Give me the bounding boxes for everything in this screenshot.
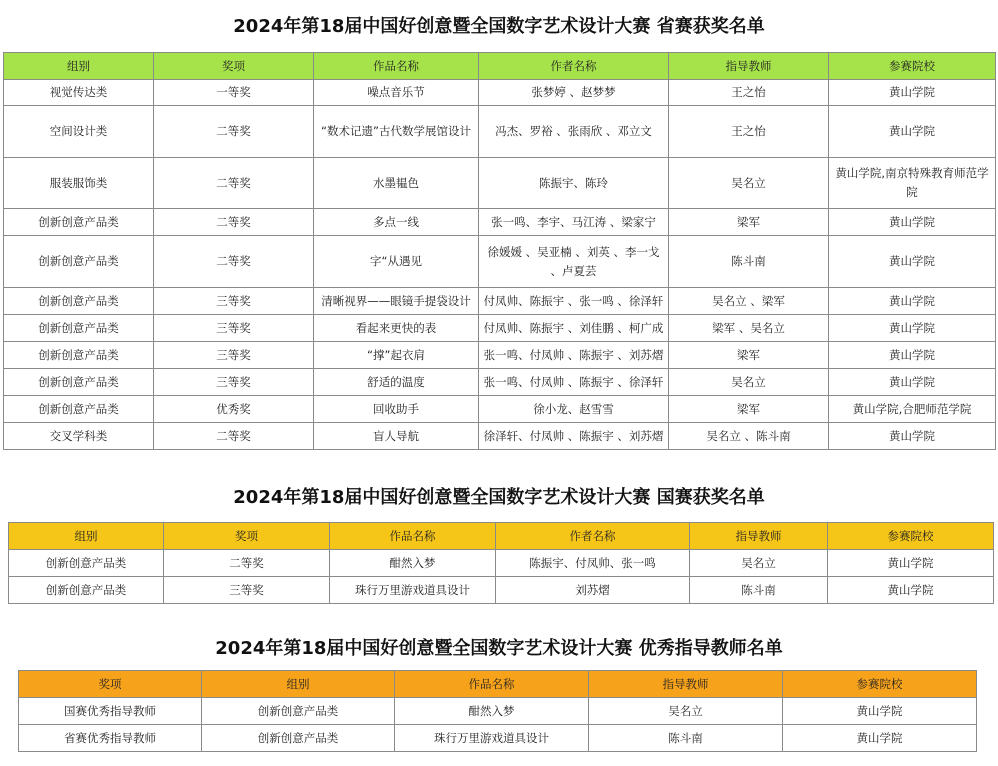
cell-school: 黄山学院,合肥师范学院 (829, 396, 996, 423)
cell-award: 三等奖 (154, 369, 314, 396)
cell-authors: 徐泽轩、付凤帅 、陈振宇 、刘苏熠 (479, 423, 669, 450)
table-row (19, 698, 977, 725)
cell-authors: 张梦婷 、赵梦梦 (479, 80, 669, 106)
column-header-school: 参赛院校 (783, 671, 977, 698)
cell-authors: 徐媛媛 、吴亚楠 、刘英 、李一戈 、卢夏芸 (479, 236, 669, 288)
cell-award: 一等奖 (154, 80, 314, 106)
cell-group: 创新创意产品类 (202, 698, 395, 725)
cell-advisor: 吴名立 (589, 698, 783, 725)
column-header-advisor: 指导教师 (669, 53, 829, 80)
cell-work: “撑”起衣肩 (314, 342, 479, 369)
cell-advisor: 梁军 、吴名立 (669, 315, 829, 342)
cell-award: 二等奖 (154, 236, 314, 288)
column-header-award: 奖项 (19, 671, 202, 698)
cell-advisor: 吴名立 、梁军 (669, 288, 829, 315)
section1-title: 2024年第18届中国好创意暨全国数字艺术设计大赛 省赛获奖名单 (233, 16, 765, 37)
cell-school: 黄山学院 (829, 423, 996, 450)
cell-group: 创新创意产品类 (4, 396, 154, 423)
cell-advisor: 吴名立 、陈斗南 (669, 423, 829, 450)
cell-school: 黄山学院 (829, 315, 996, 342)
column-header-school: 参赛院校 (828, 523, 994, 550)
cell-school: 黄山学院 (828, 550, 994, 577)
cell-work: 清晰视界——眼镜手提袋设计 (314, 288, 479, 315)
table-row (4, 396, 996, 423)
cell-advisor: 梁军 (669, 396, 829, 423)
provincial-awards-table (3, 52, 996, 450)
cell-authors: 刘苏熠 (496, 577, 690, 604)
cell-group: 服装服饰类 (4, 158, 154, 209)
header-row (9, 523, 994, 550)
cell-advisor: 吴名立 (690, 550, 828, 577)
cell-work: 字“从遇见 (314, 236, 479, 288)
table-row (9, 577, 994, 604)
cell-school: 黄山学院 (829, 288, 996, 315)
column-header-group: 组别 (9, 523, 164, 550)
column-header-authors: 作者名称 (479, 53, 669, 80)
cell-school: 黄山学院 (828, 577, 994, 604)
cell-school: 黄山学院 (829, 106, 996, 158)
cell-award: 国赛优秀指导教师 (19, 698, 202, 725)
cell-group: 创新创意产品类 (4, 369, 154, 396)
column-header-award: 奖项 (154, 53, 314, 80)
table-row (4, 106, 996, 158)
cell-group: 创新创意产品类 (4, 288, 154, 315)
cell-group: 创新创意产品类 (4, 315, 154, 342)
cell-advisor: 陈斗南 (669, 236, 829, 288)
cell-advisor: 王之怡 (669, 80, 829, 106)
column-header-work: 作品名称 (314, 53, 479, 80)
cell-award: 二等奖 (154, 106, 314, 158)
cell-authors: 付凤帅、陈振宇 、张一鸣 、徐泽轩 (479, 288, 669, 315)
cell-group: 视觉传达类 (4, 80, 154, 106)
cell-work: 盲人导航 (314, 423, 479, 450)
cell-award: 三等奖 (154, 315, 314, 342)
cell-award: 二等奖 (164, 550, 330, 577)
cell-school: 黄山学院 (829, 236, 996, 288)
cell-award: 二等奖 (154, 423, 314, 450)
table-row (4, 369, 996, 396)
table-row (4, 423, 996, 450)
header-row (4, 53, 996, 80)
cell-school: 黄山学院 (829, 209, 996, 236)
cell-award: 三等奖 (164, 577, 330, 604)
cell-authors: 付凤帅、陈振宇 、刘佳鹏 、柯广成 (479, 315, 669, 342)
cell-work: 珠行万里游戏道具设计 (395, 725, 589, 752)
cell-award: 省赛优秀指导教师 (19, 725, 202, 752)
header-row (19, 671, 977, 698)
cell-work: 多点一线 (314, 209, 479, 236)
table-row (4, 315, 996, 342)
cell-school: 黄山学院 (783, 698, 977, 725)
cell-school: 黄山学院 (829, 369, 996, 396)
cell-work: 酣然入梦 (395, 698, 589, 725)
cell-award: 三等奖 (154, 342, 314, 369)
cell-school: 黄山学院 (783, 725, 977, 752)
column-header-award: 奖项 (164, 523, 330, 550)
table-row (4, 342, 996, 369)
cell-group: 交叉学科类 (4, 423, 154, 450)
column-header-advisor: 指导教师 (589, 671, 783, 698)
column-header-work: 作品名称 (330, 523, 496, 550)
table-row (4, 236, 996, 288)
cell-authors: 徐小龙、赵雪雪 (479, 396, 669, 423)
cell-group: 创新创意产品类 (4, 236, 154, 288)
cell-award: 二等奖 (154, 209, 314, 236)
column-header-work: 作品名称 (395, 671, 589, 698)
excellent-teachers-table (18, 670, 977, 752)
cell-advisor: 吴名立 (669, 369, 829, 396)
cell-work: 看起来更快的表 (314, 315, 479, 342)
column-header-group: 组别 (202, 671, 395, 698)
cell-school: 黄山学院 (829, 80, 996, 106)
column-header-authors: 作者名称 (496, 523, 690, 550)
cell-authors: 张一鸣、李宇、马江涛 、梁家宁 (479, 209, 669, 236)
table-row (4, 209, 996, 236)
column-header-advisor: 指导教师 (690, 523, 828, 550)
cell-work: 珠行万里游戏道具设计 (330, 577, 496, 604)
table-row (19, 725, 977, 752)
national-awards-table (8, 522, 994, 604)
cell-work: 舒适的温度 (314, 369, 479, 396)
cell-work: 水墨韫色 (314, 158, 479, 209)
cell-advisor: 陈斗南 (690, 577, 828, 604)
table-row (4, 288, 996, 315)
section3-title: 2024年第18届中国好创意暨全国数字艺术设计大赛 优秀指导教师名单 (215, 638, 783, 659)
cell-advisor: 吴名立 (669, 158, 829, 209)
table-row (4, 80, 996, 106)
cell-group: 创新创意产品类 (9, 550, 164, 577)
cell-school: 黄山学院 (829, 342, 996, 369)
cell-work: 噪点音乐节 (314, 80, 479, 106)
cell-advisor: 陈斗南 (589, 725, 783, 752)
section2-title: 2024年第18届中国好创意暨全国数字艺术设计大赛 国赛获奖名单 (233, 487, 765, 508)
cell-group: 创新创意产品类 (202, 725, 395, 752)
cell-authors: 陈振宇、付凤帅、张一鸣 (496, 550, 690, 577)
cell-authors: 张一鸣、付凤帅 、陈振宇 、刘苏熠 (479, 342, 669, 369)
cell-advisor: 梁军 (669, 342, 829, 369)
cell-authors: 张一鸣、付凤帅 、陈振宇 、徐泽轩 (479, 369, 669, 396)
cell-work: “数术记遗”古代数学展馆设计 (314, 106, 479, 158)
cell-authors: 冯杰、罗裕 、张雨欣 、邓立文 (479, 106, 669, 158)
cell-advisor: 梁军 (669, 209, 829, 236)
column-header-school: 参赛院校 (829, 53, 996, 80)
table-row (9, 550, 994, 577)
cell-work: 酣然入梦 (330, 550, 496, 577)
cell-award: 二等奖 (154, 158, 314, 209)
table-row (4, 158, 996, 209)
cell-group: 创新创意产品类 (4, 342, 154, 369)
cell-award: 三等奖 (154, 288, 314, 315)
cell-school: 黄山学院,南京特殊教育师范学院 (829, 158, 996, 209)
cell-group: 创新创意产品类 (4, 209, 154, 236)
column-header-group: 组别 (4, 53, 154, 80)
cell-group: 创新创意产品类 (9, 577, 164, 604)
cell-authors: 陈振宇、陈玲 (479, 158, 669, 209)
cell-advisor: 王之怡 (669, 106, 829, 158)
cell-work: 回收助手 (314, 396, 479, 423)
cell-award: 优秀奖 (154, 396, 314, 423)
cell-group: 空间设计类 (4, 106, 154, 158)
